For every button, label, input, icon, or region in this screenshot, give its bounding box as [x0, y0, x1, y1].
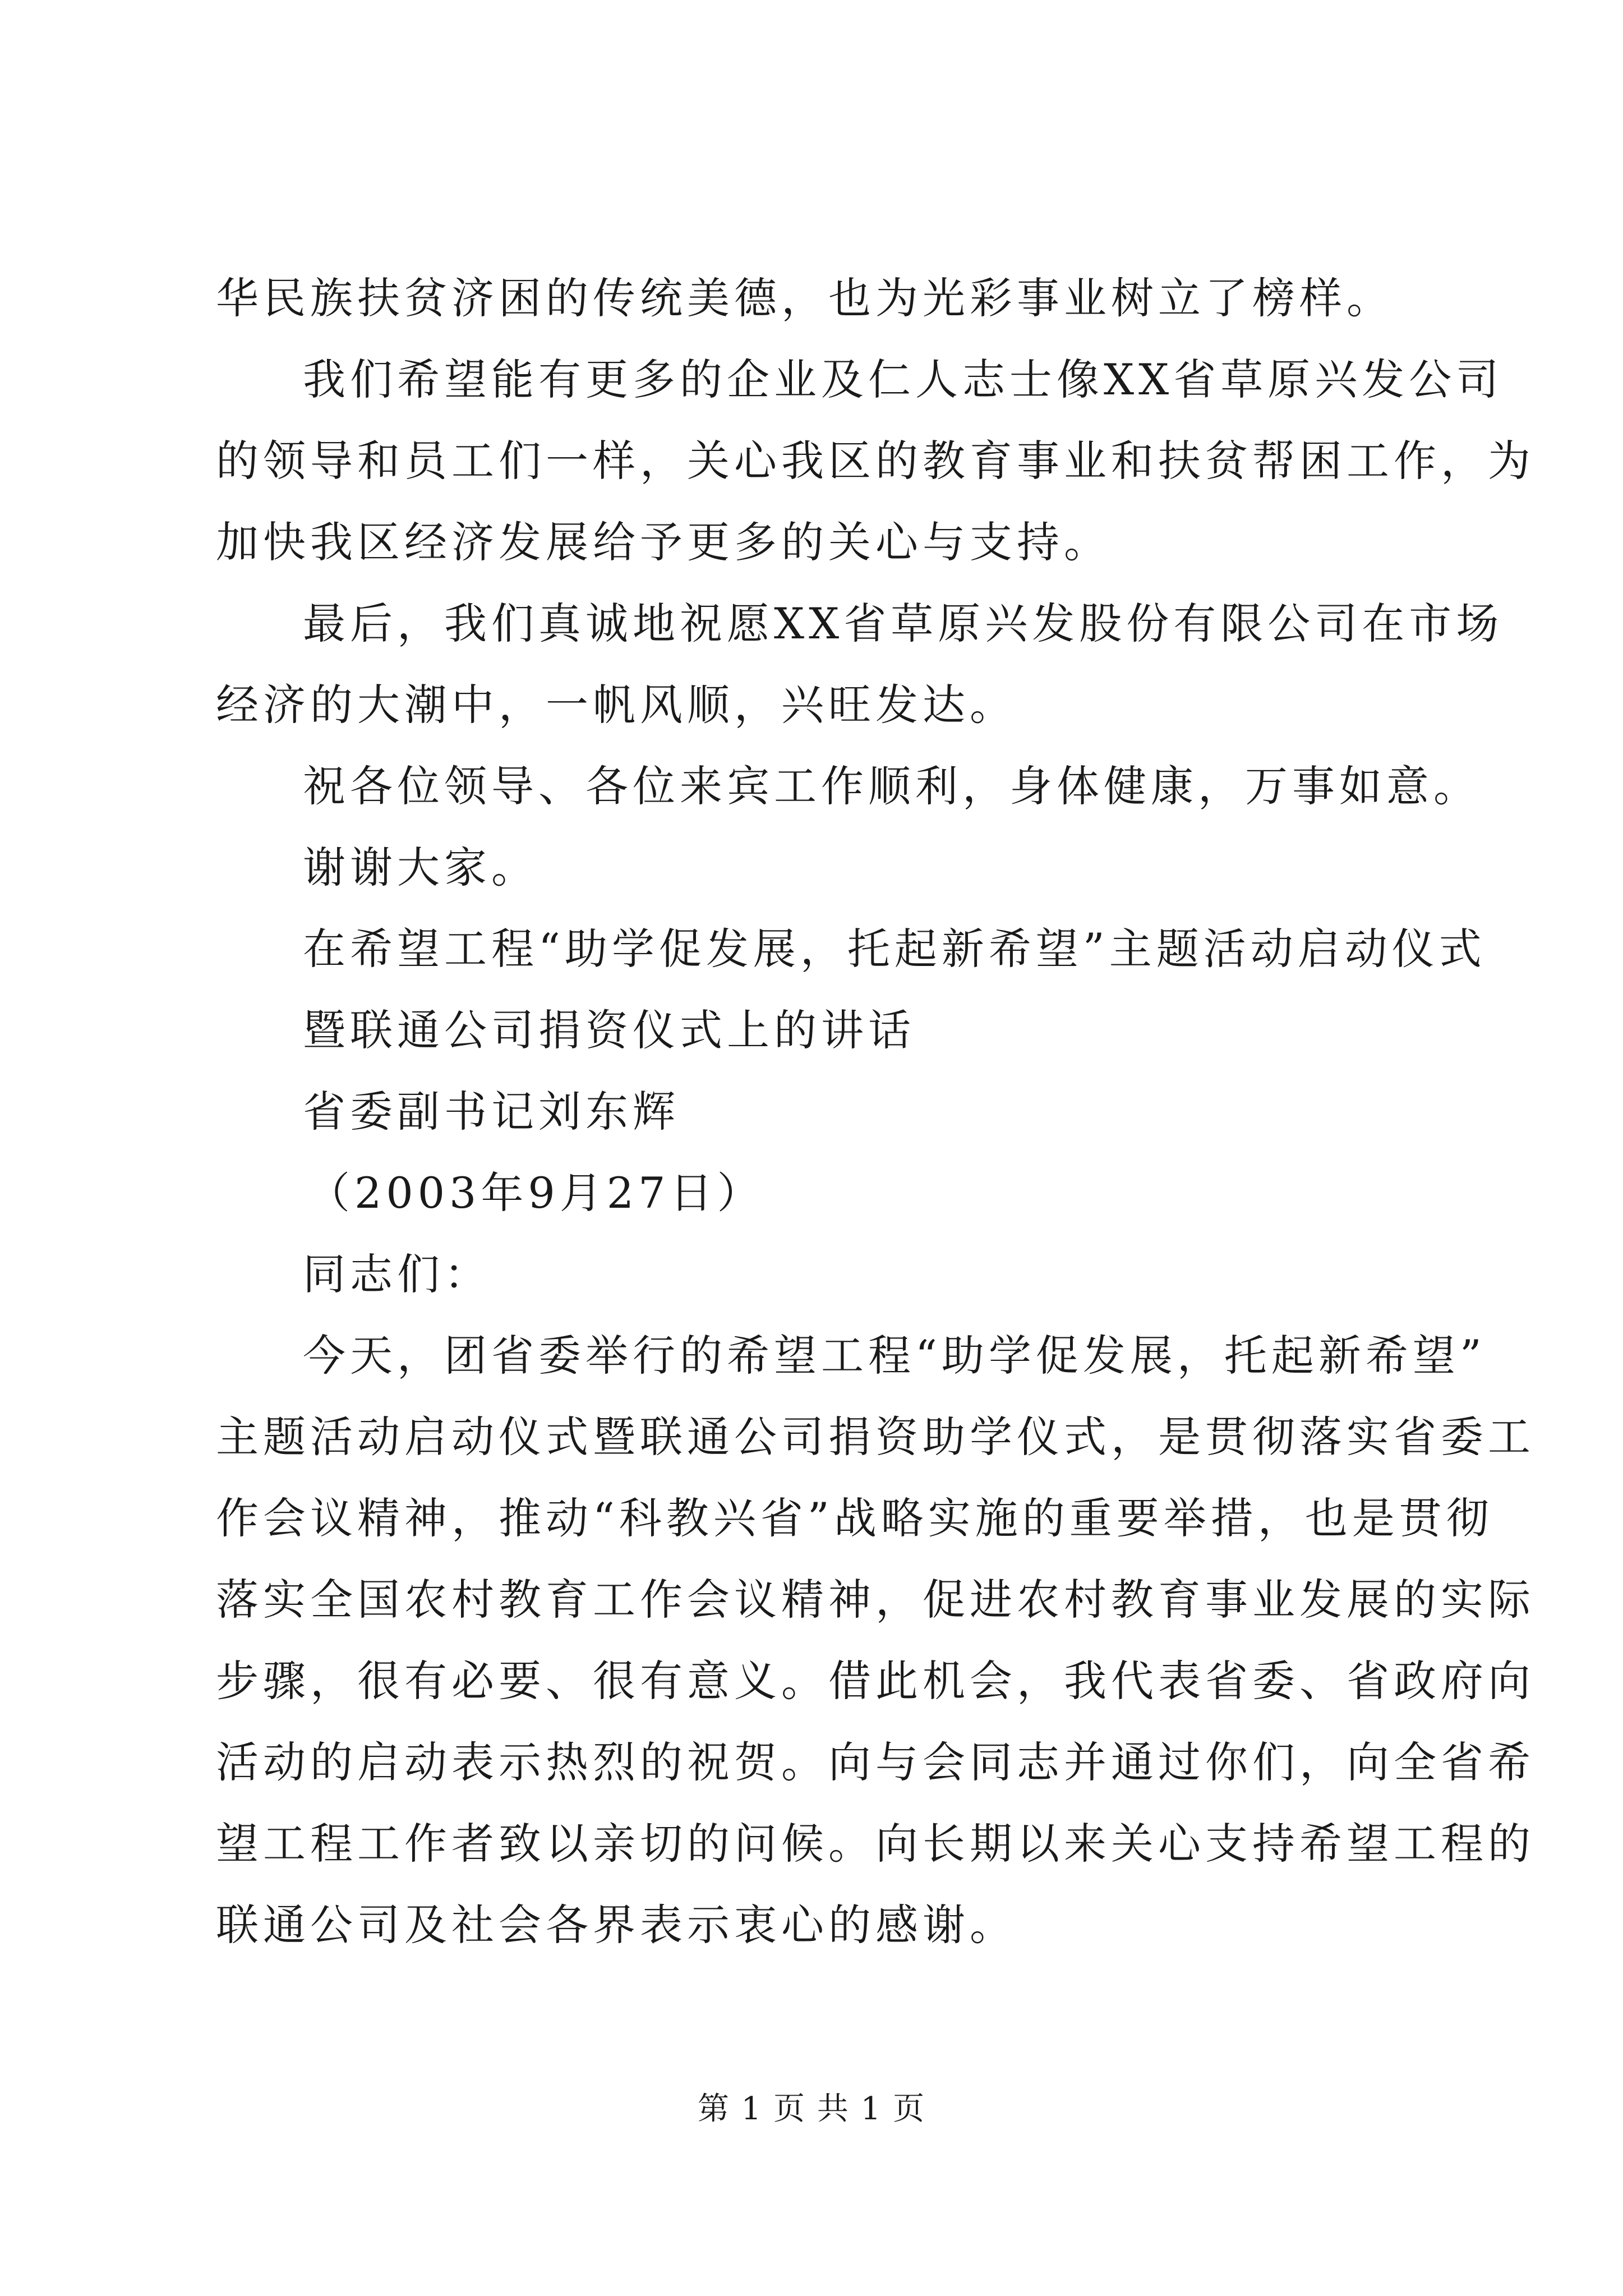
text-line: 谢谢大家。	[303, 843, 538, 892]
text-line: 祝各位领导、各位来宾工作顺利，身体健康，万事如意。	[303, 761, 1481, 811]
text-line: 在希望工程“助学促发展，托起新希望”主题活动启动仪式	[303, 924, 1486, 974]
text-line: 我们希望能有更多的企业及仁人志士像XX省草原兴发公司	[303, 355, 1504, 404]
text-line: （2003年9月27日）	[307, 1168, 764, 1218]
text-line: 的领导和员工们一样，关心我区的教育事业和扶贫帮困工作，为	[216, 436, 1535, 486]
text-line: 今天，团省委举行的希望工程“助学促发展，托起新希望”	[303, 1331, 1486, 1381]
text-line: 华民族扶贫济困的传统美德，也为光彩事业树立了榜样。	[216, 273, 1394, 323]
text-line: 联通公司及社会各界表示衷心的感谢。	[216, 1900, 1017, 1950]
text-line: 望工程工作者致以亲切的问候。向长期以来关心支持希望工程的	[216, 1819, 1535, 1869]
text-line: 主题活动启动仪式暨联通公司捐资助学仪式，是贯彻落实省委工	[216, 1412, 1535, 1462]
text-line: 步骤，很有必要、很有意义。借此机会，我代表省委、省政府向	[216, 1656, 1535, 1706]
text-line: 经济的大潮中，一帆风顺，兴旺发达。	[216, 680, 1017, 730]
text-line: 落实全国农村教育工作会议精神，促进农村教育事业发展的实际	[216, 1575, 1535, 1625]
text-line: 暨联通公司捐资仪式上的讲话	[303, 1005, 915, 1055]
text-line: 活动的启动表示热烈的祝贺。向与会同志并通过你们，向全省希	[216, 1737, 1535, 1787]
text-line: 最后，我们真诚地祝愿XX省草原兴发股份有限公司在市场	[303, 599, 1504, 648]
text-line: 同志们：	[303, 1249, 491, 1299]
text-line: 作会议精神，推动“科教兴省”战略实施的重要举措，也是贯彻	[216, 1493, 1493, 1543]
page-number-footer: 第 1 页 共 1 页	[697, 2091, 926, 2127]
text-line: 加快我区经济发展给予更多的关心与支持。	[216, 517, 1111, 567]
text-line: 省委副书记刘东辉	[303, 1087, 680, 1137]
